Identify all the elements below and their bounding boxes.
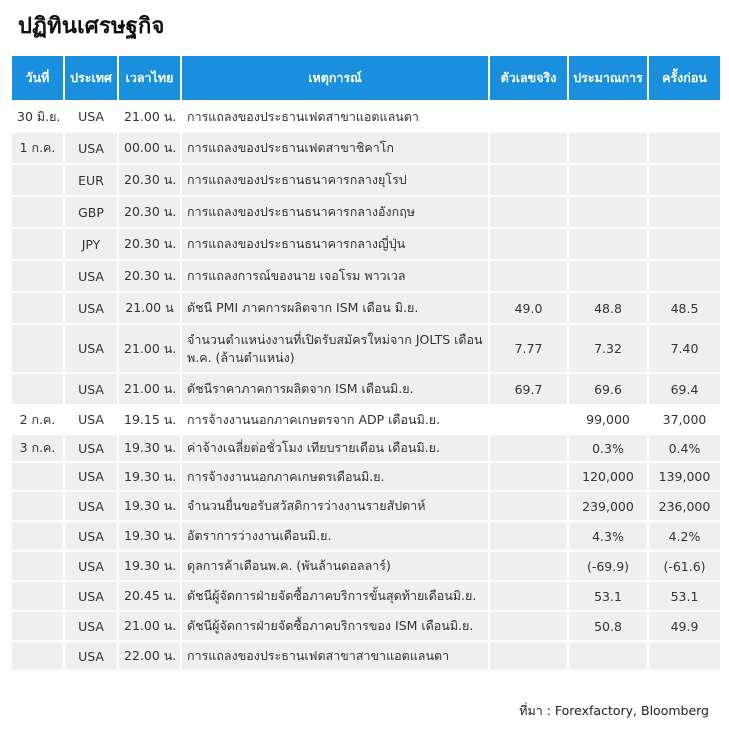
table-row <box>12 492 720 520</box>
date-cell <box>12 374 63 404</box>
event-cell: ดัชนีราคาภาคการผลิตจาก ISM เดือนมิ.ย. <box>182 374 488 404</box>
country-cell: USA <box>65 325 117 372</box>
previous-cell: 69.4 <box>649 374 720 404</box>
actual-cell: 69.7 <box>490 374 567 404</box>
header-forecast: ประมาณการ <box>569 56 647 100</box>
time-cell: 21.00 น. <box>119 612 180 640</box>
actual-cell: 7.77 <box>490 325 567 372</box>
time-cell: 19.30 น. <box>119 463 180 490</box>
date-cell <box>12 522 63 550</box>
event-cell: ค่าจ้างเฉลี่ยต่อชั่วโมง เทียบรายเดือน เดือนมิ.ย. <box>182 435 488 461</box>
table-row <box>12 374 720 404</box>
time-cell: 19.15 น. <box>119 406 180 433</box>
actual-cell <box>490 197 567 227</box>
table-row <box>12 261 720 291</box>
forecast-cell <box>569 197 647 227</box>
table-row <box>12 325 720 372</box>
date-cell <box>12 642 63 670</box>
country-cell: USA <box>65 642 117 670</box>
table-header-row <box>12 56 720 100</box>
country-cell: USA <box>65 133 117 163</box>
country-cell: USA <box>65 612 117 640</box>
previous-cell: 7.40 <box>649 325 720 372</box>
table-row <box>12 406 720 433</box>
previous-cell: 53.1 <box>649 582 720 610</box>
time-cell: 19.30 น. <box>119 552 180 580</box>
table-row <box>12 165 720 195</box>
actual-cell <box>490 463 567 490</box>
actual-cell <box>490 102 567 131</box>
date-cell <box>12 165 63 195</box>
event-cell: การจ้างงานนอกภาคเกษตรจาก ADP เดือนมิ.ย. <box>182 406 488 433</box>
forecast-cell: 7.32 <box>569 325 647 372</box>
country-cell: USA <box>65 492 117 520</box>
country-cell: USA <box>65 522 117 550</box>
actual-cell <box>490 492 567 520</box>
event-cell: ดัชนีผู้จัดการฝ่ายจัดซื้อภาคบริการขั้นสุดท้ายเดือนมิ.ย. <box>182 582 488 610</box>
table-row <box>12 229 720 259</box>
previous-cell <box>649 133 720 163</box>
source-note: ที่มา : Forexfactory, Bloomberg <box>519 703 709 718</box>
time-cell: 21.00 น. <box>119 374 180 404</box>
header-previous: ครั้งก่อน <box>649 56 720 100</box>
forecast-cell: 239,000 <box>569 492 647 520</box>
time-cell: 20.45 น. <box>119 582 180 610</box>
forecast-cell: 53.1 <box>569 582 647 610</box>
forecast-cell: (-69.9) <box>569 552 647 580</box>
previous-cell <box>649 229 720 259</box>
table-row <box>12 133 720 163</box>
country-cell: USA <box>65 406 117 433</box>
forecast-cell: 50.8 <box>569 612 647 640</box>
event-cell: การจ้างงานนอกภาคเกษตรเดือนมิ.ย. <box>182 463 488 490</box>
forecast-cell: 69.6 <box>569 374 647 404</box>
date-cell: 30 มิ.ย. <box>12 102 63 131</box>
time-cell: 20.30 น. <box>119 197 180 227</box>
date-cell <box>12 261 63 291</box>
previous-cell: 139,000 <box>649 463 720 490</box>
country-cell: USA <box>65 261 117 291</box>
event-cell: การแถลงของประธานธนาคารกลางยุโรป <box>182 165 488 195</box>
previous-cell: 49.9 <box>649 612 720 640</box>
time-cell: 22.00 น. <box>119 642 180 670</box>
forecast-cell: 120,000 <box>569 463 647 490</box>
table-row <box>12 582 720 610</box>
country-cell: USA <box>65 435 117 461</box>
event-cell: การแถลงของประธานเฟดสาขาชิคาโก <box>182 133 488 163</box>
time-cell: 19.30 น. <box>119 522 180 550</box>
table-row <box>12 435 720 461</box>
forecast-cell <box>569 642 647 670</box>
event-cell: ดัชนีผู้จัดการฝ่ายจัดซื้อภาคบริการของ ISM เดือนมิ.ย. <box>182 612 488 640</box>
event-cell: ดุลการค้าเดือนพ.ค. (พันล้านดอลลาร์) <box>182 552 488 580</box>
forecast-cell <box>569 102 647 131</box>
forecast-cell <box>569 165 647 195</box>
date-cell: 2 ก.ค. <box>12 406 63 433</box>
previous-cell: 37,000 <box>649 406 720 433</box>
event-cell: จำนวนตำแหน่งงานที่เปิดรับสมัครใหม่จาก JOLTS เดือน พ.ค. (ล้านตำแหน่ง) <box>182 325 488 372</box>
time-cell: 20.30 น. <box>119 165 180 195</box>
table-row <box>12 552 720 580</box>
event-cell: การแถลงของประธานเฟดสาขาสาขาแอตแลนตา <box>182 642 488 670</box>
event-cell: ดัชนี PMI ภาคการผลิตจาก ISM เดือน มิ.ย. <box>182 293 488 323</box>
time-cell: 19.30 น. <box>119 492 180 520</box>
time-cell: 20.30 น. <box>119 229 180 259</box>
country-cell: USA <box>65 102 117 131</box>
previous-cell: 236,000 <box>649 492 720 520</box>
date-cell <box>12 229 63 259</box>
country-cell: EUR <box>65 165 117 195</box>
previous-cell: (-61.6) <box>649 552 720 580</box>
previous-cell: 0.4% <box>649 435 720 461</box>
actual-cell: 49.0 <box>490 293 567 323</box>
event-cell: จำนวนยื่นขอรับสวัสดิการว่างงานรายสัปดาห์ <box>182 492 488 520</box>
table-row <box>12 293 720 323</box>
table-row <box>12 612 720 640</box>
date-cell <box>12 293 63 323</box>
time-cell: 19.30 น. <box>119 435 180 461</box>
actual-cell <box>490 435 567 461</box>
header-date: วันที่ <box>12 56 63 100</box>
table-row <box>12 642 720 670</box>
date-cell <box>12 197 63 227</box>
event-cell: การแถลงของประธานธนาคารกลางญี่ปุ่น <box>182 229 488 259</box>
table-row <box>12 522 720 550</box>
previous-cell <box>649 197 720 227</box>
table-body <box>12 102 720 670</box>
actual-cell <box>490 406 567 433</box>
table-row <box>12 197 720 227</box>
actual-cell <box>490 229 567 259</box>
date-cell <box>12 582 63 610</box>
table-row <box>12 463 720 490</box>
header-event: เหตุการณ์ <box>182 56 488 100</box>
page-title: ปฏิทินเศรษฐกิจ <box>18 14 165 39</box>
country-cell: USA <box>65 463 117 490</box>
forecast-cell <box>569 229 647 259</box>
event-cell: การแถลงของประธานเฟดสาขาแอตแลนตา <box>182 102 488 131</box>
forecast-cell <box>569 261 647 291</box>
country-cell: USA <box>65 293 117 323</box>
economic-calendar-table <box>10 54 722 672</box>
header-time: เวลาไทย <box>119 56 180 100</box>
time-cell: 00.00 น. <box>119 133 180 163</box>
previous-cell: 48.5 <box>649 293 720 323</box>
date-cell <box>12 612 63 640</box>
forecast-cell: 4.3% <box>569 522 647 550</box>
table-row <box>12 102 720 131</box>
country-cell: USA <box>65 582 117 610</box>
event-cell: การแถลงการณ์ของนาย เจอโรม พาวเวล <box>182 261 488 291</box>
actual-cell <box>490 552 567 580</box>
actual-cell <box>490 612 567 640</box>
forecast-cell: 0.3% <box>569 435 647 461</box>
event-cell: การแถลงของประธานธนาคารกลางอังกฤษ <box>182 197 488 227</box>
date-cell <box>12 492 63 520</box>
time-cell: 21.00 น. <box>119 102 180 131</box>
actual-cell <box>490 133 567 163</box>
actual-cell <box>490 582 567 610</box>
forecast-cell: 99,000 <box>569 406 647 433</box>
country-cell: USA <box>65 374 117 404</box>
date-cell <box>12 325 63 372</box>
header-actual: ตัวเลขจริง <box>490 56 567 100</box>
date-cell <box>12 463 63 490</box>
country-cell: JPY <box>65 229 117 259</box>
time-cell: 21.00 น. <box>119 325 180 372</box>
time-cell: 21.00 น <box>119 293 180 323</box>
country-cell: USA <box>65 552 117 580</box>
actual-cell <box>490 165 567 195</box>
header-country: ประเทศ <box>65 56 117 100</box>
date-cell: 3 ก.ค. <box>12 435 63 461</box>
time-cell: 20.30 น. <box>119 261 180 291</box>
date-cell <box>12 552 63 580</box>
forecast-cell <box>569 133 647 163</box>
actual-cell <box>490 522 567 550</box>
previous-cell: 4.2% <box>649 522 720 550</box>
previous-cell <box>649 165 720 195</box>
date-cell: 1 ก.ค. <box>12 133 63 163</box>
previous-cell <box>649 642 720 670</box>
event-cell: อัตราการว่างงานเดือนมิ.ย. <box>182 522 488 550</box>
actual-cell <box>490 642 567 670</box>
country-cell: GBP <box>65 197 117 227</box>
previous-cell <box>649 102 720 131</box>
actual-cell <box>490 261 567 291</box>
forecast-cell: 48.8 <box>569 293 647 323</box>
previous-cell <box>649 261 720 291</box>
